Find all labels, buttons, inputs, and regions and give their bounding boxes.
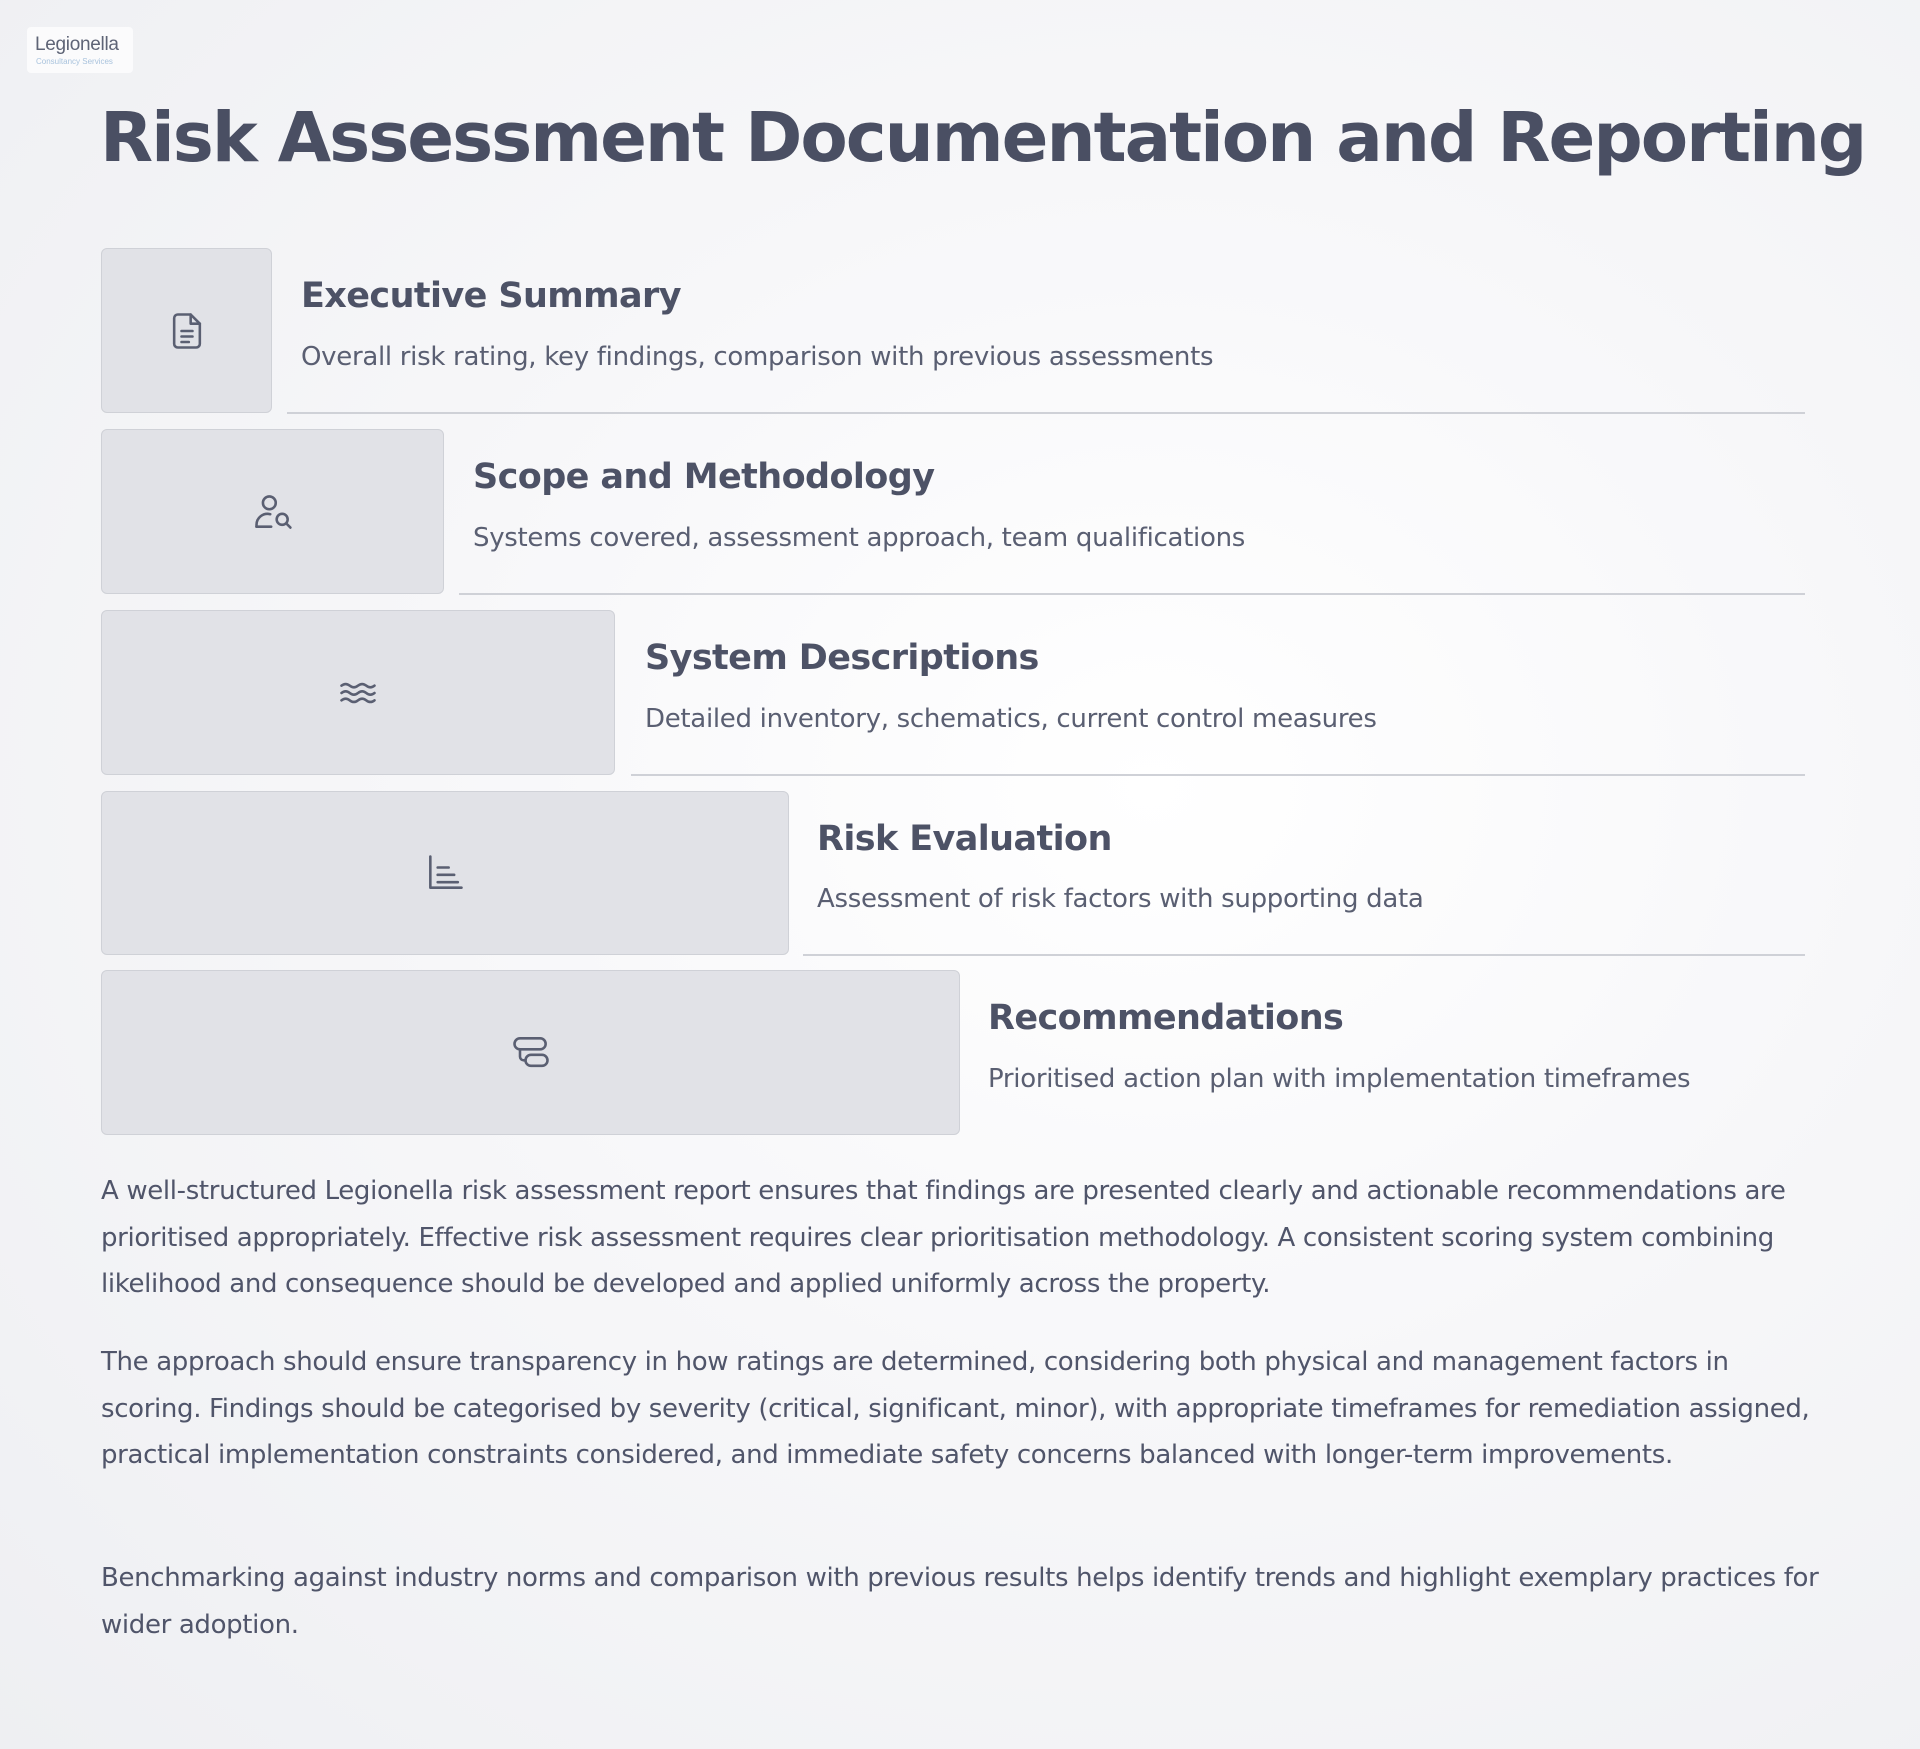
water-waves-icon [336,671,380,715]
section-icon-box [101,970,960,1135]
section-description: Prioritised action plan with implementation timeframes [988,1064,1691,1094]
page-title: Risk Assessment Documentation and Reporting [100,98,1866,178]
section-icon-box [101,610,615,775]
section-title: Risk Evaluation [817,819,1112,859]
logo-tagline: Consultancy Services [36,57,113,66]
logo-wordmark: Legionella [35,34,119,55]
section-title: System Descriptions [645,638,1039,678]
section-icon-box [101,791,789,955]
section-divider [803,954,1805,956]
company-logo [27,27,133,73]
section-divider [631,774,1805,776]
section-title: Executive Summary [301,276,681,316]
section-description: Assessment of risk factors with supporting data [817,884,1424,914]
section-title: Recommendations [988,998,1344,1038]
user-search-icon [251,490,295,534]
bar-chart-icon [423,851,467,895]
section-title: Scope and Methodology [473,457,935,497]
section-description: Systems covered, assessment approach, team qualifications [473,523,1246,553]
body-paragraph: The approach should ensure transparency in how ratings are determined, considering both physical and management factors in scoring. Findings should be categorised by severity (critical, significant, minor), with appropriate timeframes for remediation assigned, practical implementation constraints considered, and immediate safety concerns balanced with longer-term improvements. [101,1347,1810,1470]
section-description: Overall risk rating, key findings, comparison with previous assessments [301,342,1214,372]
action-plan-icon [509,1031,553,1075]
document-icon [165,309,209,353]
section-icon-box [101,248,272,413]
body-paragraph: Benchmarking against industry norms and comparison with previous results helps identify trends and highlight exemplary practices for wider adoption. [101,1563,1819,1640]
section-icon-box [101,429,444,594]
section-divider [459,593,1805,595]
section-description: Detailed inventory, schematics, current control measures [645,704,1377,734]
section-divider [287,412,1805,414]
body-paragraph: A well-structured Legionella risk assessment report ensures that findings are presented clearly and actionable recommendations are prioritised appropriately. Effective risk assessment requires clear prioritisation methodology. A consistent scoring system combining likelihood and consequence should be developed and applied uniformly across the property. [101,1176,1786,1299]
